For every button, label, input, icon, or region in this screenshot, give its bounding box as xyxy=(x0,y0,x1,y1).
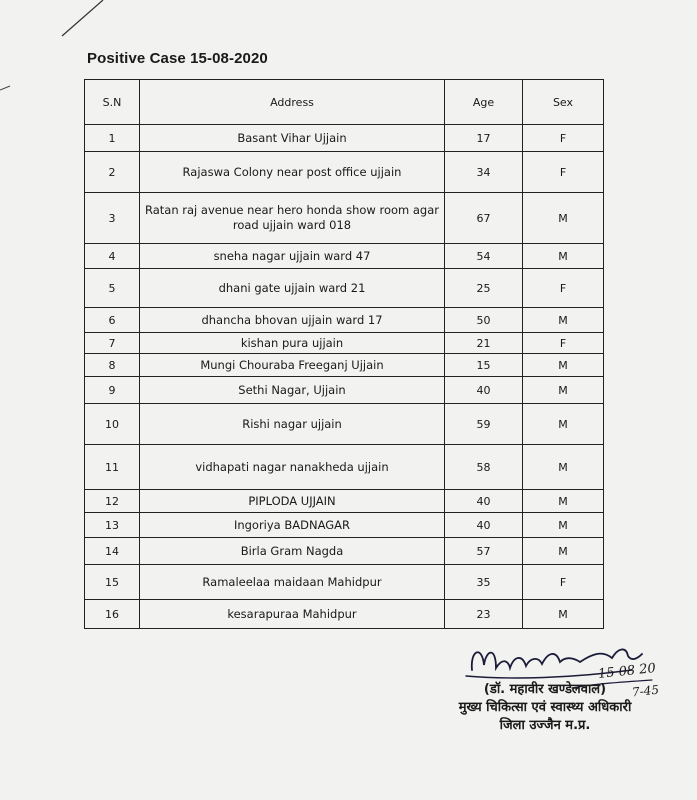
cell-age: 58 xyxy=(445,445,523,490)
cell-age: 67 xyxy=(445,193,523,244)
table-row xyxy=(85,513,604,538)
cell-address: dhancha bhovan ujjain ward 17 xyxy=(140,308,445,333)
cell-age: 54 xyxy=(445,244,523,269)
officer-district: जिला उज्जैन म.प्र. xyxy=(499,718,591,733)
officer-designation: मुख्य चिकित्सा एवं स्वास्थ्य अधिकारी xyxy=(458,700,632,715)
cell-address: Rishi nagar ujjain xyxy=(140,404,445,445)
cell-address: Rajaswa Colony near post office ujjain xyxy=(140,152,445,193)
cell-sex: F xyxy=(523,333,604,354)
cell-age: 59 xyxy=(445,404,523,445)
table-row xyxy=(85,538,604,565)
cell-address: dhani gate ujjain ward 21 xyxy=(140,269,445,308)
cell-sn: 2 xyxy=(85,152,140,193)
table-row xyxy=(85,193,604,244)
cell-sex: M xyxy=(523,490,604,513)
officer-name: (डॉ. महावीर खण्डेलवाल) xyxy=(483,682,607,697)
table-header-row xyxy=(85,80,604,125)
cell-age: 25 xyxy=(445,269,523,308)
cell-sex: M xyxy=(523,445,604,490)
header-sex: Sex xyxy=(523,80,604,125)
cell-sex: M xyxy=(523,404,604,445)
cell-sn: 5 xyxy=(85,269,140,308)
cell-sex: M xyxy=(523,538,604,565)
cell-sn: 11 xyxy=(85,445,140,490)
cell-age: 40 xyxy=(445,490,523,513)
cell-age: 15 xyxy=(445,354,523,377)
cell-sex: M xyxy=(523,354,604,377)
table-row xyxy=(85,490,604,513)
cell-sn: 12 xyxy=(85,490,140,513)
cell-sn: 6 xyxy=(85,308,140,333)
cell-age: 17 xyxy=(445,125,523,152)
cell-sex: M xyxy=(523,600,604,629)
signature-time: 7-45 xyxy=(631,682,660,700)
cell-sex: F xyxy=(523,565,604,600)
cell-sn: 15 xyxy=(85,565,140,600)
cell-address: kesarapuraa Mahidpur xyxy=(140,600,445,629)
cell-age: 34 xyxy=(445,152,523,193)
cell-age: 35 xyxy=(445,565,523,600)
cell-age: 50 xyxy=(445,308,523,333)
table-row xyxy=(85,377,604,404)
cell-address: PIPLODA UJJAIN xyxy=(140,490,445,513)
header-address: Address xyxy=(140,80,445,125)
cell-sex: F xyxy=(523,125,604,152)
cell-sn: 4 xyxy=(85,244,140,269)
cell-sn: 8 xyxy=(85,354,140,377)
table-row xyxy=(85,152,604,193)
table-row xyxy=(85,404,604,445)
cell-sex: M xyxy=(523,308,604,333)
table-row xyxy=(85,445,604,490)
cell-address: Sethi Nagar, Ujjain xyxy=(140,377,445,404)
table-row xyxy=(85,269,604,308)
signature-date: 15 08 20 xyxy=(597,661,657,682)
cell-sex: M xyxy=(523,193,604,244)
cell-address: Ingoriya BADNAGAR xyxy=(140,513,445,538)
cell-sn: 13 xyxy=(85,513,140,538)
cell-sex: M xyxy=(523,377,604,404)
header-sn: S.N xyxy=(85,80,140,125)
table-row xyxy=(85,333,604,354)
cell-sex: F xyxy=(523,152,604,193)
cell-sn: 7 xyxy=(85,333,140,354)
positive-cases-table xyxy=(84,79,604,629)
cell-address: Mungi Chouraba Freeganj Ujjain xyxy=(140,354,445,377)
cell-age: 21 xyxy=(445,333,523,354)
cell-sn: 14 xyxy=(85,538,140,565)
cell-sn: 1 xyxy=(85,125,140,152)
cell-sex: F xyxy=(523,269,604,308)
cell-sn: 9 xyxy=(85,377,140,404)
table-row xyxy=(85,600,604,629)
cell-sex: M xyxy=(523,244,604,269)
cell-address: vidhapati nagar nanakheda ujjain xyxy=(140,445,445,490)
cell-age: 23 xyxy=(445,600,523,629)
cell-sn: 3 xyxy=(85,193,140,244)
table-row xyxy=(85,354,604,377)
cell-address: Ratan raj avenue near hero honda show room agar road ujjain ward 018 xyxy=(140,193,445,244)
table-row xyxy=(85,244,604,269)
cell-address: Birla Gram Nagda xyxy=(140,538,445,565)
official-stamp-block xyxy=(430,681,660,735)
header-age: Age xyxy=(445,80,523,125)
table-row xyxy=(85,125,604,152)
cell-age: 40 xyxy=(445,377,523,404)
cell-age: 40 xyxy=(445,513,523,538)
cell-age: 57 xyxy=(445,538,523,565)
table-row xyxy=(85,565,604,600)
table-row xyxy=(85,308,604,333)
cell-sex: M xyxy=(523,513,604,538)
cell-sn: 16 xyxy=(85,600,140,629)
cell-address: sneha nagar ujjain ward 47 xyxy=(140,244,445,269)
cell-address: kishan pura ujjain xyxy=(140,333,445,354)
cell-address: Basant Vihar Ujjain xyxy=(140,125,445,152)
document-title: Positive Case 15-08-2020 xyxy=(87,50,268,67)
cell-address: Ramaleelaa maidaan Mahidpur xyxy=(140,565,445,600)
cell-sn: 10 xyxy=(85,404,140,445)
